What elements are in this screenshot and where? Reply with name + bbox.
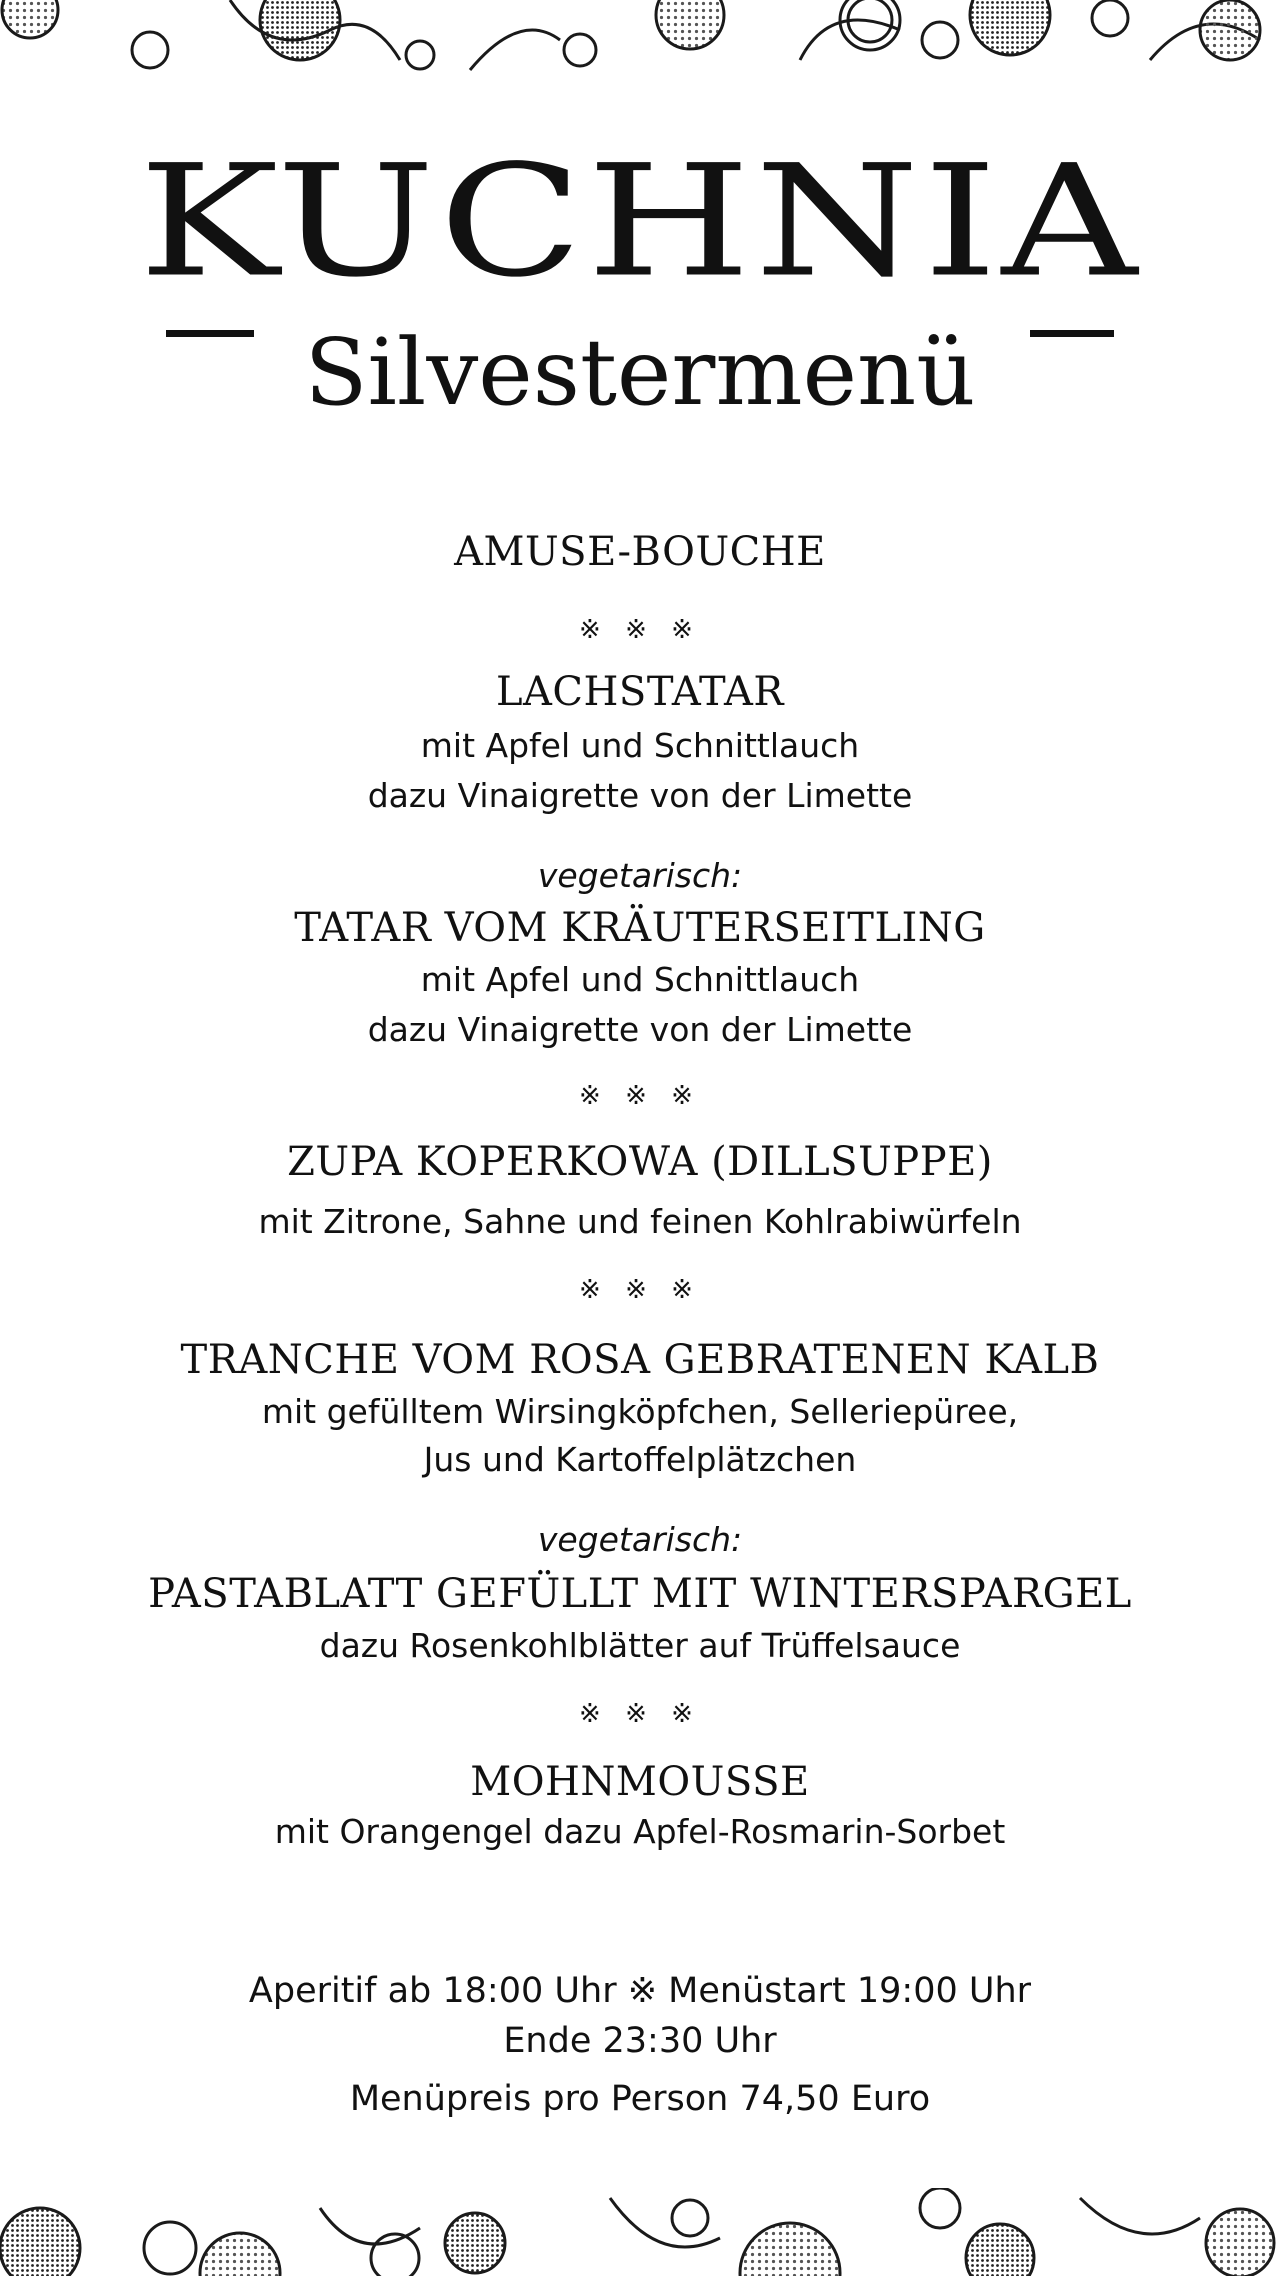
course2-title: ZUPA KOPERKOWA (DILLSUPPE)	[287, 1139, 993, 1185]
course3-title: TRANCHE VOM ROSA GEBRATENEN KALB	[180, 1337, 1100, 1383]
floral-pattern-top	[0, 0, 1280, 78]
brand-title: KUCHNIA	[138, 131, 1142, 312]
bottom-floral-border	[0, 2188, 1280, 2276]
course1-veg-desc-1: mit Apfel und Schnittlauch	[420, 960, 860, 999]
separator: ※ ※ ※	[579, 1081, 701, 1111]
course2-desc-1: mit Zitrone, Sahne und feinen Kohlrabiwürfeln	[258, 1202, 1022, 1241]
course1-desc-2: dazu Vinaigrette von der Limette	[367, 776, 913, 815]
course4-desc-1: mit Orangengel dazu Apfel-Rosmarin-Sorbet	[274, 1812, 1006, 1851]
vegetarian-label: vegetarisch:	[537, 856, 743, 895]
amuse-bouche-heading: AMUSE-BOUCHE	[454, 529, 826, 575]
course1-veg-title: TATAR VOM KRÄUTERSEITLING	[294, 905, 986, 951]
top-floral-border	[0, 0, 1280, 78]
menu-subtitle: Silvestermenü	[304, 319, 976, 426]
course3-desc-2: Jus und Kartoffelplätzchen	[423, 1440, 857, 1479]
course1-title: LACHSTATAR	[495, 669, 785, 715]
separator: ※ ※ ※	[579, 1275, 701, 1305]
vegetarian-label: vegetarisch:	[537, 1520, 743, 1559]
course3-desc-1: mit gefülltem Wirsingköpfchen, Selleriepüree,	[261, 1392, 1019, 1431]
course3-veg-desc-1: dazu Rosenkohlblätter auf Trüffelsauce	[319, 1626, 961, 1665]
course3-veg-title: PASTABLATT GEFÜLLT MIT WINTERSPARGEL	[148, 1571, 1132, 1617]
course1-desc-1: mit Apfel und Schnittlauch	[420, 726, 860, 765]
floral-pattern-bottom	[0, 2188, 1280, 2276]
course1-veg-desc-2: dazu Vinaigrette von der Limette	[367, 1010, 913, 1049]
end-time-line: Ende 23:30 Uhr	[503, 2021, 777, 2061]
schedule-line: Aperitif ab 18:00 Uhr ※ Menüstart 19:00 Uhr	[248, 1971, 1032, 2011]
separator: ※ ※ ※	[579, 1699, 701, 1729]
subtitle-wrap	[0, 318, 1280, 428]
separator: ※ ※ ※	[579, 615, 701, 645]
price-line: Menüpreis pro Person 74,50 Euro	[349, 2079, 931, 2119]
course4-title: MOHNMOUSSE	[470, 1759, 810, 1805]
